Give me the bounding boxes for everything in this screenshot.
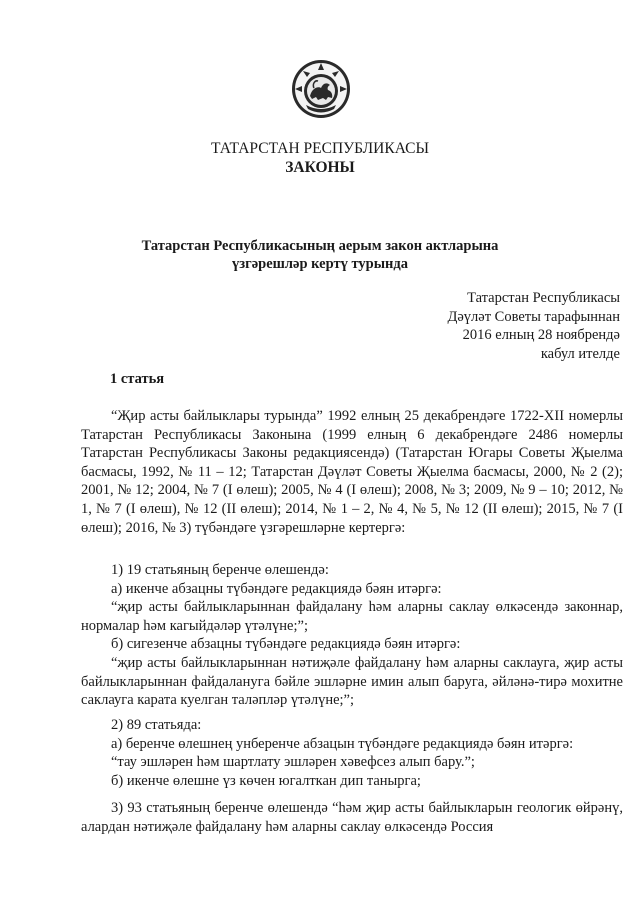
adoption-line: Татарстан Республикасы — [467, 290, 620, 306]
adoption-line: 2016 елның 28 ноябрендә — [462, 327, 620, 343]
intro-paragraph: “Җир асты байлыклары турында” 1992 елның 25 декабрендәге 1722-XII номерлы Татарстан Республикасы Законына (1999 елның 6 декабрендәге 2486 номерлы Татарстан Республикасы Законы редакциясендә) (Татарстан Югары Советы Җыелма басмасы, 1992, № 11 – 12; Татарстан Дәүләт Советы Җыелма басмасы, 2000, № 2 (2); 2001, № 12; 2004, № 7 (I өлеш); 2005, № 4 (I өлеш); 2008, № 3; 2009, № 9 – 10; 2012, № 1, № 7 (I өлеш), № 12 (II өлеш); 2014, № 1 – 2, № 4, № 5, № 12 (II өлеш); 2015, № 7 (I өлеш); 2016, № 3) түбәндәге үзгәрешләрне кертергә: — [81, 408, 623, 536]
adoption-block — [360, 289, 620, 363]
law-title-line-1: Татарстан Республикасының аерым закон актларына — [141, 238, 499, 254]
coat-of-arms-emblem — [290, 58, 352, 120]
item-1b: б) сигезенче абзацны түбәндәге редакциядә бәян итәргә: — [111, 636, 461, 652]
item-1a-quote: “җир асты байлыкларыннан файдалану һәм аларны саклау өлкәсендә законнар, нормалар һәм кагыйдәләр үтәлүне;”; — [81, 599, 623, 634]
item-1: 1) 19 статьяның беренче өлешендә: — [111, 562, 329, 578]
item-2b: б) икенче өлешне үз көчен югалткан дип танырга; — [111, 773, 421, 789]
article-heading: 1 статья — [110, 371, 165, 387]
law-heading: ЗАКОНЫ — [285, 159, 355, 176]
republic-heading: ТАТАРСТАН РЕСПУБЛИКАСЫ — [211, 140, 429, 157]
item-3: 3) 93 статьяның беренче өлешендә “һәм җир асты байлыкларын геологик өйрәнү, алардан нәтиҗәле файдалану һәм аларны саклау өлкәсендә Россия — [81, 800, 623, 835]
item-2a-quote: “тау эшләрен һәм шартлату эшләрен хәвефсез алып бару.”; — [111, 754, 475, 770]
item-1a: а) икенче абзацны түбәндәге редакциядә бәян итәргә: — [111, 581, 442, 597]
adoption-line: Дәүләт Советы тарафыннан — [447, 308, 620, 325]
adoption-line: кабул ителде — [540, 345, 620, 362]
item-2: 2) 89 статьяда: — [111, 717, 202, 733]
item-1b-quote: “җир асты байлыкларыннан нәтиҗәле файдалану һәм аларны саклауга, җир асты байлыкларыннан файдалануга бәйле эшләрне имин алып баруга, әйләнә-тирә мохитне саклауга карата куелган таләпләр үтәлүне;”; — [81, 655, 623, 709]
item-2a: а) беренче өлешнең унберенче абзацын түбәндәге редакциядә бәян итәргә: — [111, 736, 574, 752]
law-title-line-2: үзгәрешләр кертү турында — [232, 256, 408, 272]
